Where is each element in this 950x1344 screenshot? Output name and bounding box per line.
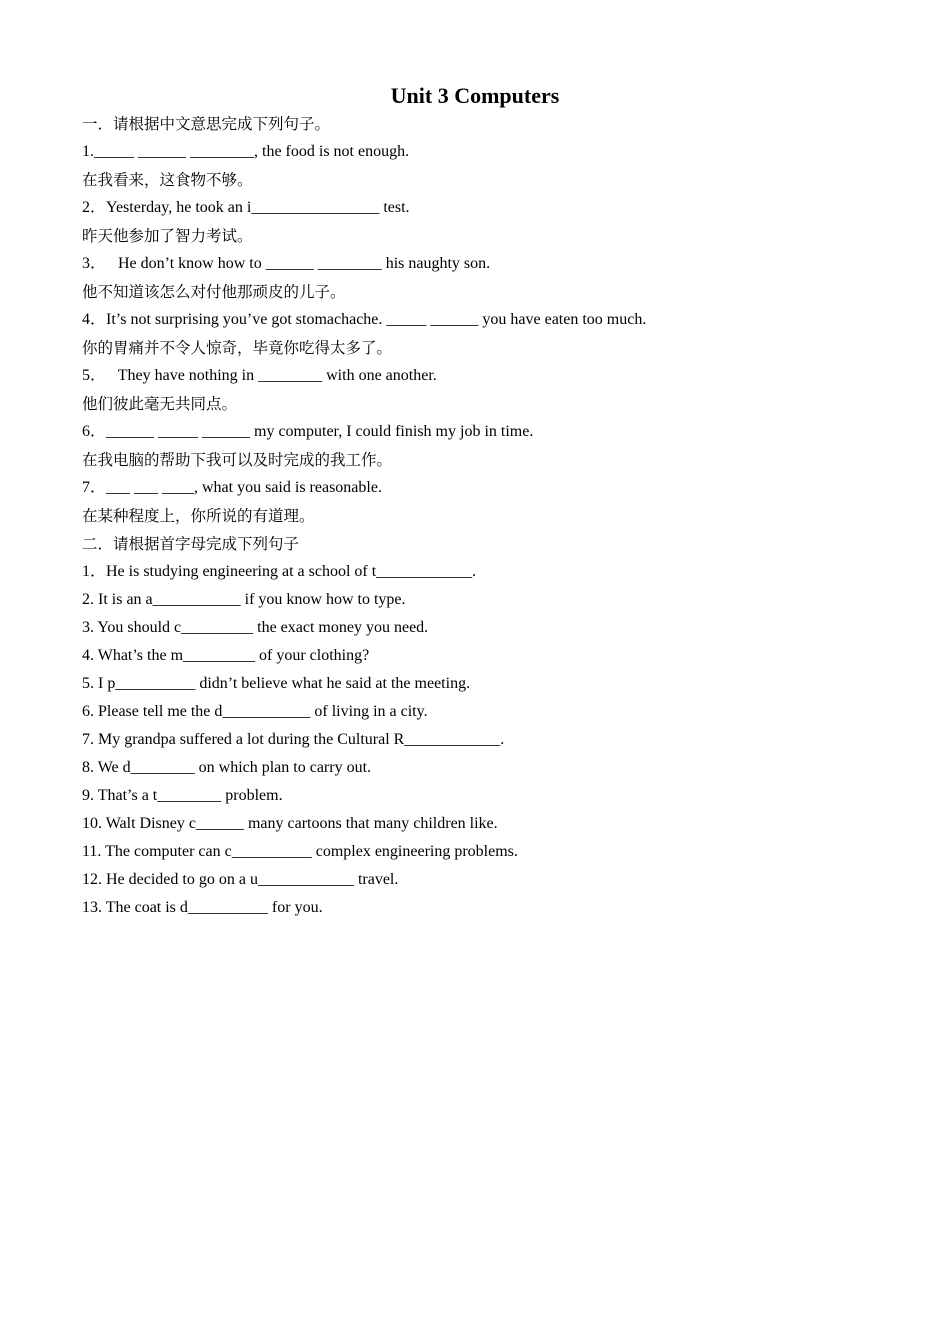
translation-line: 你的胃痛并不令人惊奇，毕竟你吃得太多了。 — [82, 339, 393, 357]
translation-line: 他们彼此毫无共同点。 — [82, 395, 238, 413]
exercise-line: 1．He is studying engineering at a school of t____________. — [82, 563, 477, 580]
exercise-line: 5． They have nothing in ________ with one another. — [82, 367, 437, 384]
exercise-line: 7. My grandpa suffered a lot during the Cultural R____________. — [82, 731, 505, 748]
section-2-heading: 二．请根据首字母完成下列句子 — [82, 535, 300, 553]
translation-line: 他不知道该怎么对付他那顽皮的儿子。 — [82, 283, 346, 301]
exercise-line: 3. You should c_________ the exact money you need. — [82, 619, 429, 636]
section-1-heading: 一．请根据中文意思完成下列句子。 — [82, 115, 331, 133]
exercise-content — [82, 110, 902, 922]
exercise-line: 10. Walt Disney c______ many cartoons that many children like. — [82, 815, 498, 832]
exercise-line: 5. I p__________ didn’t believe what he said at the meeting. — [82, 675, 471, 692]
exercise-line: 3． He don’t know how to ______ ________ his naughty son. — [82, 255, 491, 272]
translation-line: 在某种程度上，你所说的有道理。 — [82, 507, 315, 525]
exercise-line: 2. It is an a___________ if you know how to type. — [82, 591, 406, 608]
document-title: Unit 3 Computers — [390, 83, 560, 108]
exercise-line: 9. That’s a t________ problem. — [82, 787, 283, 804]
exercise-line: 7．___ ___ ____, what you said is reasonable. — [82, 479, 382, 496]
exercise-line: 13. The coat is d__________ for you. — [82, 899, 323, 916]
exercise-line: 2．Yesterday, he took an i________________ test. — [82, 199, 410, 216]
translation-line: 在我电脑的帮助下我可以及时完成的我工作。 — [82, 451, 393, 469]
translation-line: 在我看来，这食物不够。 — [82, 171, 253, 189]
exercise-line: 6．______ _____ ______ my computer, I could finish my job in time. — [82, 423, 534, 440]
exercise-line: 4．It’s not surprising you’ve got stomachache. _____ ______ you have eaten too much. — [82, 311, 647, 328]
exercise-line: 4. What’s the m_________ of your clothing? — [82, 647, 370, 664]
translation-line: 昨天他参加了智力考试。 — [82, 227, 253, 245]
exercise-line: 12. He decided to go on a u____________ travel. — [82, 871, 399, 888]
exercise-line: 6. Please tell me the d___________ of living in a city. — [82, 703, 428, 720]
exercise-line: 1._____ ______ ________, the food is not enough. — [82, 143, 410, 160]
exercise-line: 11. The computer can c__________ complex engineering problems. — [82, 843, 518, 860]
exercise-line: 8. We d________ on which plan to carry out. — [82, 759, 372, 776]
